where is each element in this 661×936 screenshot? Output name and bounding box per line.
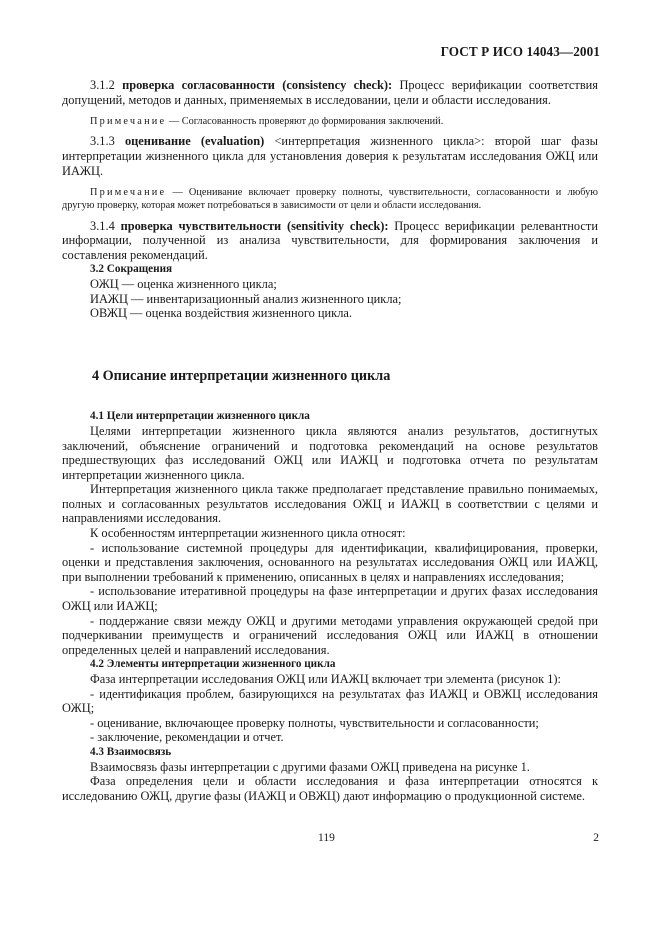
list-item: - поддержание связи между ОЖЦ и другими методами управления окружающей средой при подчеркивании преимуществ и ограничений исследования ОЖЦ или ИАЖЦ в отношении определенных целей и направлений исследования. <box>62 613 598 657</box>
section-3-2-heading: 3.2 Сокращения <box>90 263 173 276</box>
section-4-2-heading: 4.2 Элементы интерпретации жизненного цикла <box>90 658 336 671</box>
abbreviation-item: ИАЖЦ — инвентаризационный анализ жизненного цикла; <box>90 291 402 306</box>
list-item: - использование итеративной процедуры на фазе интерпретации и других фазах исследования ОЖЦ или ИАЖЦ; <box>62 584 598 614</box>
paragraph: К особенностям интерпретации жизненного цикла относят: <box>90 526 406 541</box>
list-item: - заключение, рекомендации и отчет. <box>90 730 284 745</box>
page-number: 119 <box>318 832 335 844</box>
abbreviation-item: ОЖЦ — оценка жизненного цикла; <box>90 276 277 291</box>
definition-3-1-3 <box>62 134 598 178</box>
standard-header: ГОСТ Р ИСО 14043—2001 <box>440 44 600 59</box>
note-label: Примечание <box>90 116 167 128</box>
section-4-1-heading: 4.1 Цели интерпретации жизненного цикла <box>90 410 310 423</box>
note-text: — Согласованность проверяют до формирования заключений. <box>166 116 444 128</box>
abbreviation-item: ОВЖЦ — оценка воздействия жизненного цикла. <box>90 306 352 321</box>
section-4-heading: 4 Описание интерпретации жизненного цикла <box>92 367 391 384</box>
term: проверка чувствительности (sensitivity check): <box>120 218 389 233</box>
definition-3-1-2 <box>62 78 598 107</box>
note-2 <box>62 186 598 212</box>
sheet-number: 2 <box>593 832 599 844</box>
list-item: - использование системной процедуры для идентификации, квалифицирования, проверки, оценки и представления заключения, основанного на результатах исследования ОЖЦ или ИАЖЦ, при выполнении требований к применению, описанных в целях и направлениях исследования; <box>62 540 598 584</box>
list-item: - оценивание, включающее проверку полноты, чувствительности и согласованности; <box>90 715 539 730</box>
term: оценивание (evaluation) <box>124 134 265 149</box>
clause-number: 3.1.2 <box>90 78 115 92</box>
clause-number: 3.1.3 <box>90 134 115 149</box>
section-4-3-heading: 4.3 Взаимосвязь <box>90 745 172 758</box>
document-body <box>62 78 598 803</box>
note-label: Примечание <box>90 187 167 199</box>
paragraph: Фаза определения цели и области исследования и фаза интерпретации относятся к исследованию ОЖЦ, другие фазы (ИАЖЦ и ОВЖЦ) дают информацию о продукционной системе. <box>62 774 598 803</box>
paragraph: Интерпретация жизненного цикла также предполагает представление правильно понимаемых, полных и согласованных результатов исследования ОЖЦ и ИАЖЦ в соответствии с целями и направлениями исследования. <box>62 482 598 526</box>
paragraph: Целями интерпретации жизненного цикла являются анализ результатов, достигнутых заключений, объяснение ограничений и подготовка рекомендаций на основе результатов предшествующих фаз исследований ОЖЦ или ИАЖЦ и подготовка отчета по результатам интерпретации жизненного цикла. <box>62 423 598 482</box>
paragraph: Взаимосвязь фазы интерпретации с другими фазами ОЖЦ приведена на рисунке 1. <box>90 759 530 774</box>
paragraph: Фаза интерпретации исследования ОЖЦ или ИАЖЦ включает три элемента (рисунок 1): <box>90 672 561 687</box>
note-1 <box>62 115 598 128</box>
note-text: — Оценивание включает проверку полноты, чувствительности, согласованности и любую другую проверку, которая может потребоваться в зависимости от цели и области исследования. <box>62 187 598 212</box>
clause-number: 3.1.4 <box>90 218 115 233</box>
list-item: - идентификация проблем, базирующихся на результатах фаз ИАЖЦ и ОВЖЦ исследования ОЖЦ; <box>62 686 598 716</box>
definition-text: Процесс верификации релевантности информации, полученной из анализа чувствительности, для формирования заключения и составления рекомендаций. <box>62 218 598 262</box>
definition-text: Процесс верификации соответствия допущений, методов и данных, применяемых в исследовании, цели и области исследования. <box>62 78 598 107</box>
term: проверка согласованности (consistency check): <box>122 78 393 92</box>
definition-3-1-4 <box>62 219 598 263</box>
definition-text: <интерпретация жизненного цикла>: второй шаг фазы интерпретации жизненного цикла для установления доверия к результатам исследования ОЖЦ или ИАЖЦ. <box>62 134 598 178</box>
